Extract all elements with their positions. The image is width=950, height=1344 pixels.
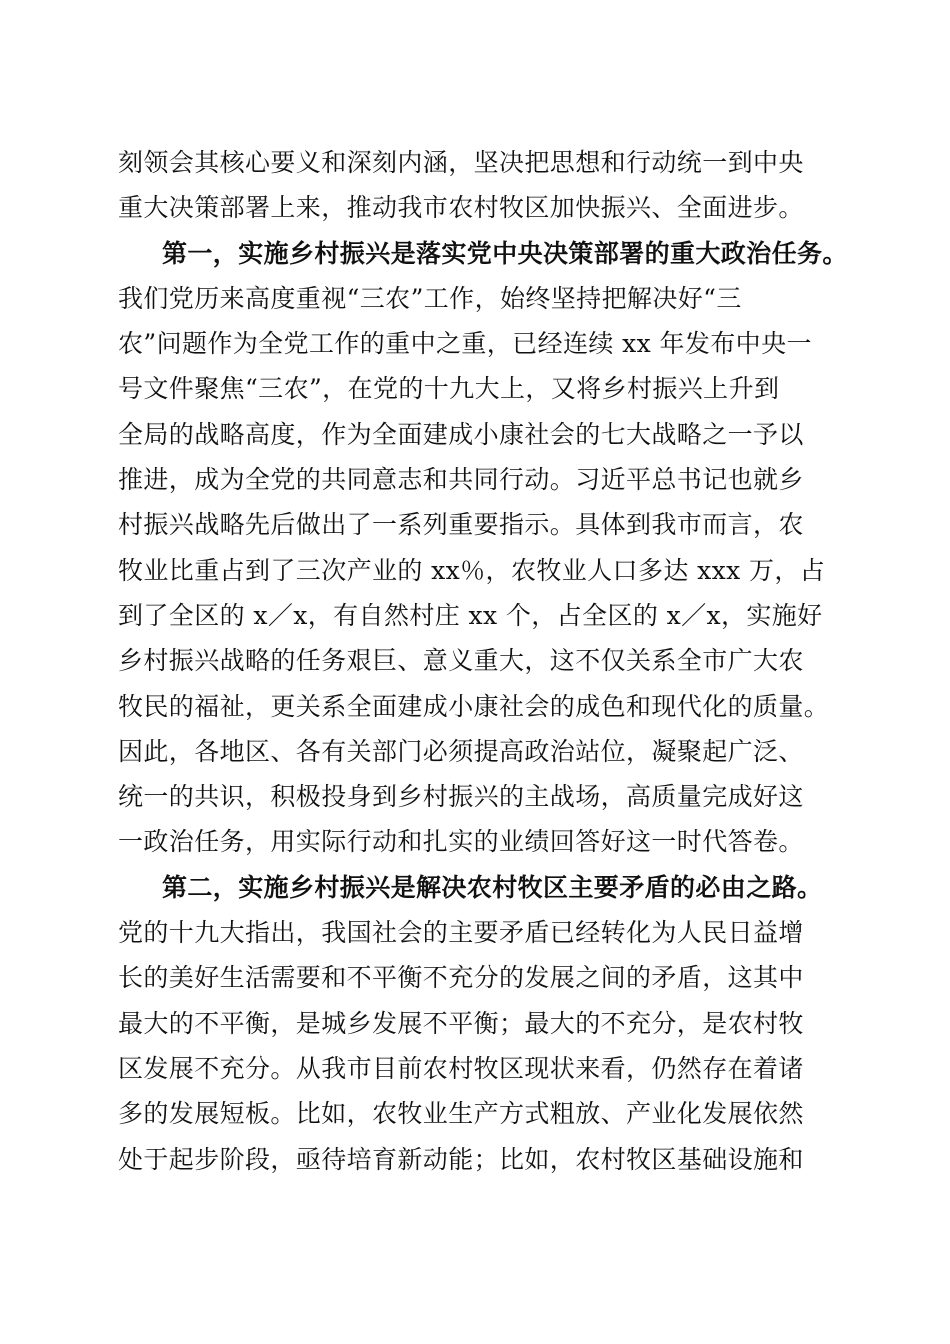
text-line: 号文件聚焦“三农”，在党的十九大上，又将乡村振兴上升到 (118, 374, 780, 404)
text-line: 牧业比重占到了三次产业的 xx％，农牧业人口多达 xxx 万，占 (118, 555, 826, 585)
text-line: 处于起步阶段，亟待培育新动能；比如，农村牧区基础设施和 (118, 1144, 804, 1174)
text-line: 我们党历来高度重视“三农”工作，始终坚持把解决好“三 (118, 283, 742, 313)
text-line: 一政治任务，用实际行动和扎实的业绩回答好这一时代答卷。 (118, 827, 804, 857)
text-line: 推进，成为全党的共同意志和共同行动。习近平总书记也就乡 (118, 465, 804, 495)
text-line: 重大决策部署上来，推动我市农村牧区加快振兴、全面进步。 (118, 193, 804, 223)
text-line: 长的美好生活需要和不平衡不充分的发展之间的矛盾，这其中 (118, 963, 804, 993)
body-text (118, 140, 848, 1182)
text-line: 村振兴战略先后做出了一系列重要指示。具体到我市而言，农 (118, 510, 804, 540)
text-line: 统一的共识，积极投身到乡村振兴的主战场，高质量完成好这 (118, 782, 804, 812)
text-line: 牧民的福祉，更关系全面建成小康社会的成色和现代化的质量。 (118, 691, 830, 721)
text-line: 到了全区的 x／x，有自然村庄 xx 个，占全区的 x／x，实施好 (118, 600, 823, 630)
text-line: 乡村振兴战略的任务艰巨、意义重大，这不仅关系全市广大农 (118, 646, 804, 676)
text-line: 多的发展短板。比如，农牧业生产方式粗放、产业化发展依然 (118, 1099, 804, 1129)
text-line: 全局的战略高度，作为全面建成小康社会的七大战略之一予以 (118, 419, 804, 449)
text-line: 党的十九大指出，我国社会的主要矛盾已经转化为人民日益增 (118, 918, 804, 948)
text-line: 农”问题作为全党工作的重中之重，已经连续 xx 年发布中央一 (118, 329, 812, 359)
text-line: 最大的不平衡，是城乡发展不平衡；最大的不充分，是农村牧 (118, 1008, 804, 1038)
text-line: 因此，各地区、各有关部门必须提高政治站位，凝聚起广泛、 (118, 736, 804, 766)
text-line: 刻领会其核心要义和深刻内涵，坚决把思想和行动统一到中央 (118, 148, 804, 177)
section-heading-first: 第一，实施乡村振兴是落实党中央决策部署的重大政治任务。 (162, 238, 848, 268)
text-line: 区发展不充分。从我市目前农村牧区现状来看，仍然存在着诸 (118, 1053, 804, 1083)
section-heading-second: 第二，实施乡村振兴是解决农村牧区主要矛盾的必由之路。 (162, 872, 823, 902)
